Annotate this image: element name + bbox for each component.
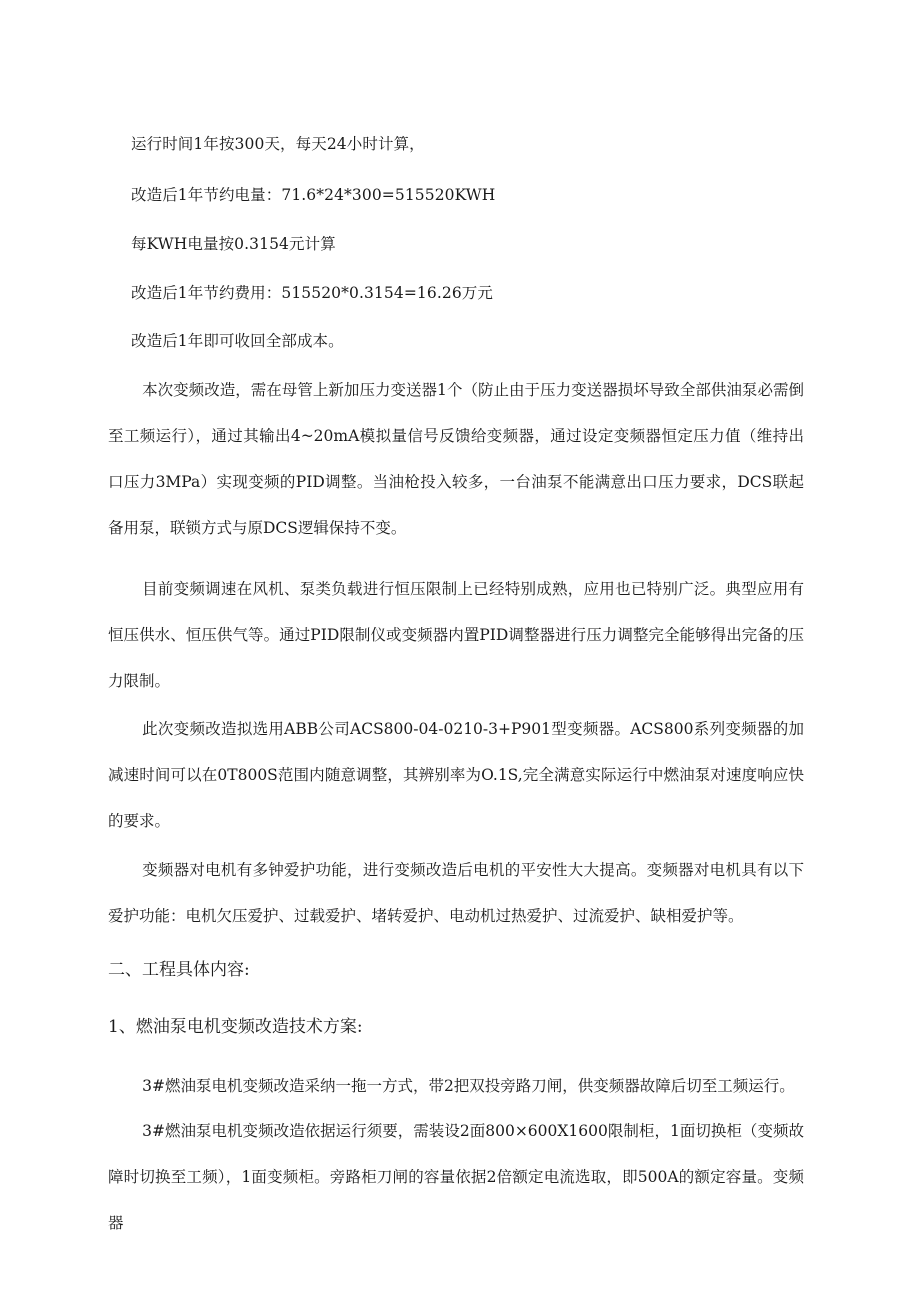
calc-line-cost-saving: 改造后1年节约费用：515520*0.3154=16.26万元 [131, 284, 493, 302]
section-title: 二、工程具体内容: [108, 960, 250, 980]
calc-line-runtime: 运行时间1年按300天，每天24小时计算， [131, 135, 425, 153]
paragraph-cabinet-config: 3#燃油泵电机变频改造依据运行须要，需装设2面800×600X1600限制柜，1面切换柜（变频故障时切换至工频），1面变频柜。旁路柜刀闸的容量依据2倍额定电流选取，即500A的额定容量。变频器 [108, 1122, 804, 1232]
paragraph-pressure-transmitter: 本次变频改造，需在母管上新加压力变送器1个（防止由于压力变送器损坏导致全部供油泵必需倒至工频运行），通过其输出4~20mA模拟量信号反馈给变频器，通过设定变频器恒定压力值（维持出口压力3MPa）实现变频的PID调整。当油枪投入较多，一台油泵不能满意出口压力要求，DCS联起备用泵，联锁方式与原DCS逻辑保持不变。 [108, 381, 804, 537]
paragraph-frequency-control: 目前变频调速在风机、泵类负载进行恒压限制上已经特别成熟，应用也已特别广泛。典型应用有恒压供水、恒压供气等。通过PID限制仪或变频器内置PID调整器进行压力调整完全能够得出完备的压力限制。 [108, 580, 804, 690]
calc-line-energy-saving: 改造后1年节约电量：71.6*24*300=515520KWH [131, 186, 496, 204]
section-subtitle: 1、燃油泵电机变频改造技术方案: [108, 1017, 363, 1037]
calc-line-price: 每KWH电量按0.3154元计算 [131, 235, 336, 253]
calc-line-payback: 改造后1年即可收回全部成本。 [131, 332, 344, 350]
paragraph-motor-protection: 变频器对电机有多钟爱护功能，进行变频改造后电机的平安性大大提高。变频器对电机具有以下爱护功能：电机欠压爱护、过载爱护、堵转爱护、电动机过热爱护、过流爱护、缺相爱护等。 [108, 861, 804, 925]
paragraph-acs800: 此次变频改造拟选用ABB公司ACS800-04-0210-3+P901型变频器。ACS800系列变频器的加减速时间可以在0T800S范围内随意调整，其辨别率为O.1S,完全满意实际运行中燃油泵对速度响应快的要求。 [108, 720, 804, 830]
paragraph-one-drag-one: 3#燃油泵电机变频改造采纳一拖一方式，带2把双投旁路刀闸，供变频器故障后切至工频运行。 [142, 1077, 795, 1095]
